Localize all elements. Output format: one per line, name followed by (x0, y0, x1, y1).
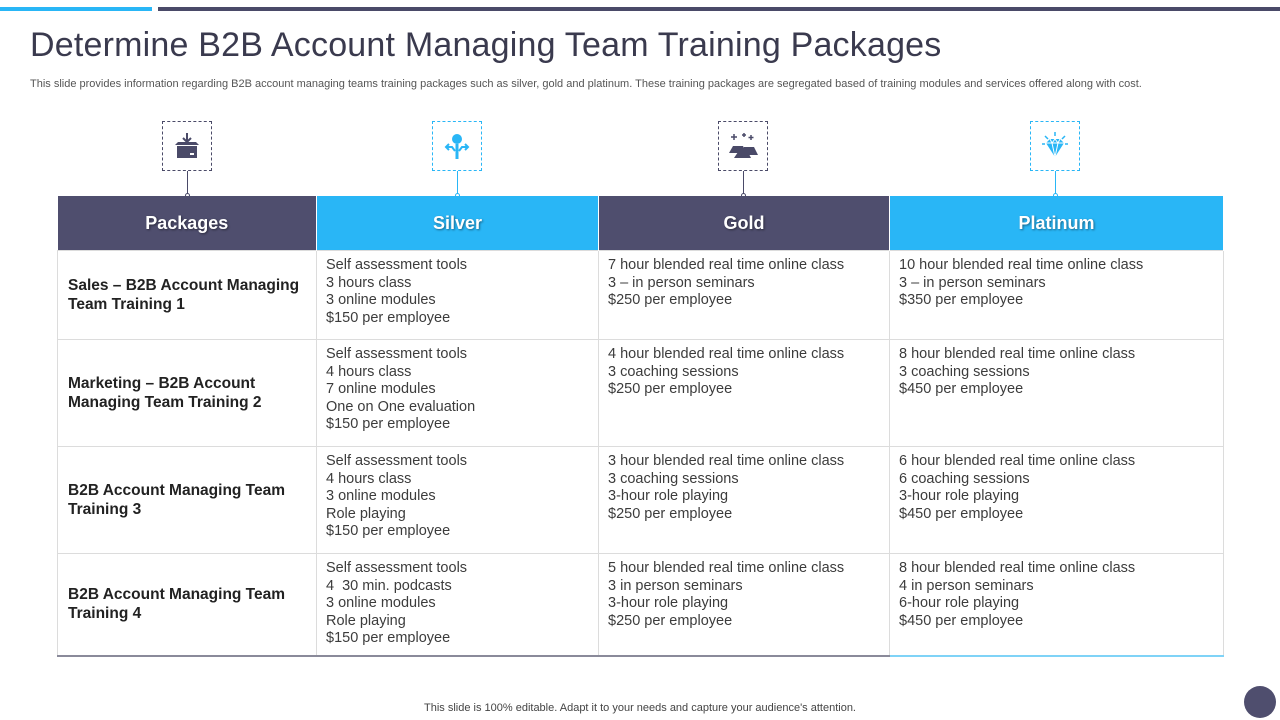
gold-item: $250 per employee (608, 505, 733, 522)
header-packages: Packages (58, 196, 317, 251)
silver-item: Self assessment tools (326, 453, 468, 469)
silver-item: 3 online modules (326, 488, 436, 505)
gold-cell (599, 251, 890, 340)
silver-item: Self assessment tools (326, 346, 468, 362)
package-name: Marketing – B2B Account Managing Team Training 2 (58, 340, 317, 447)
platinum-item: $450 per employee (899, 505, 1024, 522)
platinum-item: 3-hour role playing (899, 488, 1020, 505)
table-row (58, 554, 1224, 656)
platinum-cell (890, 251, 1224, 340)
gold-item: 5 hour blended real time online class (608, 560, 845, 576)
platinum-item: 10 hour blended real time online class (899, 257, 1144, 273)
silver-item: One on One evaluation (326, 398, 476, 415)
platinum-item: 3 – in person seminars (899, 274, 1046, 291)
gold-item: 3 hour blended real time online class (608, 453, 845, 469)
silver-item: 4 hours class (326, 470, 412, 487)
table-row (58, 340, 1224, 447)
platinum-item: 6 hour blended real time online class (899, 453, 1136, 469)
slide-title: Determine B2B Account Managing Team Training Packages (30, 26, 942, 64)
gold-bars-icon (718, 121, 768, 171)
gold-item: 3 – in person seminars (608, 274, 755, 291)
silver-item: 7 online modules (326, 381, 436, 398)
gold-item: $250 per employee (608, 612, 733, 629)
diamond-icon (1030, 121, 1080, 171)
silver-cell (317, 340, 599, 447)
silver-item: Role playing (326, 505, 406, 522)
platinum-cell (890, 340, 1224, 447)
table-row (58, 251, 1224, 340)
footer-note: This slide is 100% editable. Adapt it to your needs and capture your audience's attention. (424, 702, 856, 714)
platinum-cell (890, 447, 1224, 554)
table-header-row (58, 196, 1224, 251)
gold-item: 7 hour blended real time online class (608, 257, 845, 273)
platinum-item: 3 coaching sessions (899, 363, 1030, 380)
platinum-item: 6 coaching sessions (899, 470, 1030, 487)
silver-item: 4 hours class (326, 363, 412, 380)
silver-item: $150 per employee (326, 309, 451, 326)
gold-item: 3-hour role playing (608, 488, 729, 505)
silver-item: $150 per employee (326, 630, 451, 647)
silver-item: 3 online modules (326, 595, 436, 612)
box-download-icon (162, 121, 212, 171)
platinum-item: 4 in person seminars (899, 577, 1034, 594)
top-accent-bar-light (0, 7, 152, 11)
gold-item: $250 per employee (608, 292, 733, 309)
silver-item: 4 30 min. podcasts (326, 577, 452, 594)
silver-item: Self assessment tools (326, 560, 468, 576)
platinum-item: $350 per employee (899, 292, 1024, 309)
gold-item: 4 hour blended real time online class (608, 346, 845, 362)
silver-cell (317, 251, 599, 340)
header-gold: Gold (599, 196, 890, 251)
silver-item: $150 per employee (326, 523, 451, 540)
person-arrows-icon (432, 121, 482, 171)
gold-item: 3 coaching sessions (608, 363, 739, 380)
silver-cell (317, 554, 599, 656)
package-name: B2B Account Managing Team Training 3 (58, 447, 317, 554)
platinum-item: 8 hour blended real time online class (899, 560, 1136, 576)
gold-item: 3 coaching sessions (608, 470, 739, 487)
platinum-item: 6-hour role playing (899, 595, 1020, 612)
gold-item: 3 in person seminars (608, 577, 743, 594)
silver-item: 3 hours class (326, 274, 412, 291)
platinum-item: $450 per employee (899, 381, 1024, 398)
platinum-item: 8 hour blended real time online class (899, 346, 1136, 362)
gold-cell (599, 447, 890, 554)
header-platinum: Platinum (890, 196, 1224, 251)
silver-item: $150 per employee (326, 416, 451, 433)
silver-item: Role playing (326, 612, 406, 629)
silver-item: 3 online modules (326, 292, 436, 309)
header-silver: Silver (317, 196, 599, 251)
slide-subtitle: This slide provides information regarding B2B account managing teams training packages such as silver, gold and platinum. These training packages are segregated based of training modules and services offered along with cost. (30, 78, 1142, 90)
silver-cell (317, 447, 599, 554)
gold-cell (599, 554, 890, 656)
gold-cell (599, 340, 890, 447)
gold-item: 3-hour role playing (608, 595, 729, 612)
package-name: B2B Account Managing Team Training 4 (58, 554, 317, 656)
platinum-item: $450 per employee (899, 612, 1024, 629)
silver-item: Self assessment tools (326, 257, 468, 273)
corner-decoration (1244, 686, 1276, 718)
platinum-cell (890, 554, 1224, 656)
package-name: Sales – B2B Account Managing Team Training 1 (58, 251, 317, 340)
packages-table (57, 196, 1224, 657)
gold-item: $250 per employee (608, 381, 733, 398)
top-accent-bar-dark (158, 7, 1280, 11)
table-row (58, 447, 1224, 554)
